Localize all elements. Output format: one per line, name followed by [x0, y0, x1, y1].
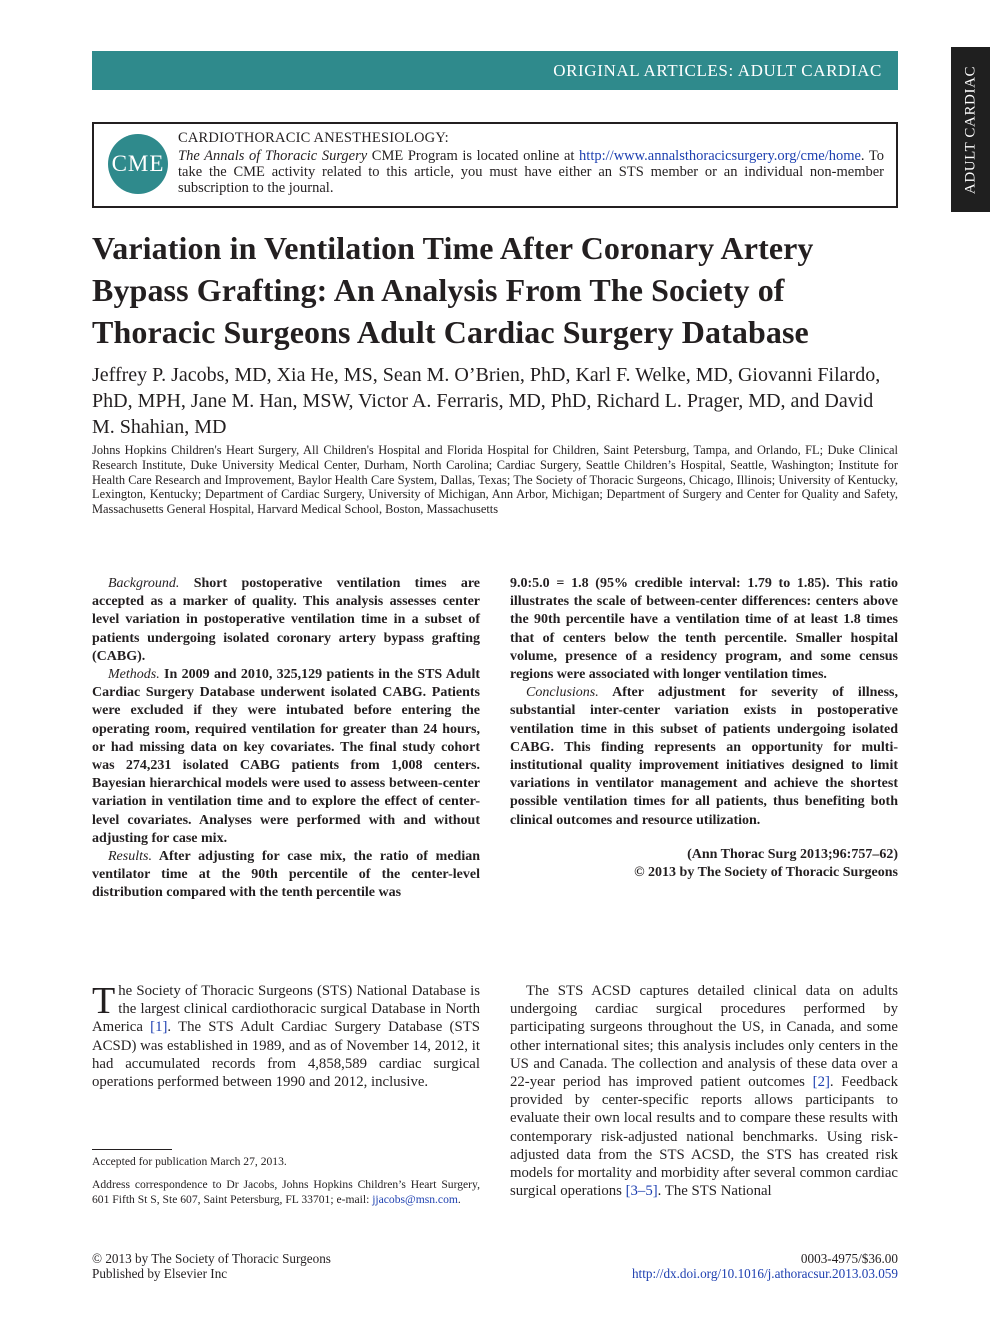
cme-text: [178, 130, 884, 196]
abstract-results: [92, 848, 480, 903]
side-section-tab: [951, 47, 990, 212]
body-p2-text-a: The STS ACSD captures detailed clinical data on adults undergoing cardiac surgical procedures performed by participating surgeons throughout the US, in Canada, and some other international sites; this analysis includes only centers in the US and Canada. The collection and analysis of these data over a 22-year period has improved patient outcomes: [510, 983, 898, 1091]
results-text-a: After adjusting for case mix, the ratio of median ventilator time at the 90th percentile of the center-level distribution compared with the tenth percentile was: [92, 849, 480, 901]
section-banner: [92, 51, 898, 90]
background-label: Background.: [108, 576, 180, 591]
body-paragraph-2: [510, 982, 898, 1200]
abstract-background: [92, 575, 480, 666]
citation-block: [510, 846, 898, 882]
body-p1-text-b: . The STS Adult Cardiac Surgery Database (STS ACSD) was established in 1989, and as of November 14, 2012, it had accumulated records from 4,858,589 cardiac surgical operations performed between 1990 and 2012, inclusive.: [92, 1019, 480, 1091]
doi-link[interactable]: http://dx.doi.org/10.1016/j.athoracsur.2013.03.059: [631, 1266, 898, 1281]
footnote-divider: [92, 1149, 172, 1150]
address-text: Address correspondence to Dr Jacobs, Johns Hopkins Children’s Heart Surgery, 601 Fifth St S, Ste 607, Saint Petersburg, FL 33701; e-mail:: [92, 1177, 480, 1206]
cme-journal-name: The Annals of Thoracic Surgery: [178, 148, 368, 164]
article-title: Variation in Ventilation Time After Coronary Artery Bypass Grafting: An Analysis From The Society of Thoracic Surgeons Adult Cardiac Surgery Database: [92, 230, 814, 350]
abstract-conclusions: [510, 684, 898, 830]
cme-logo: CME: [108, 134, 168, 194]
footer-copyright: © 2013 by The Society of Thoracic Surgeons: [92, 1251, 331, 1266]
abstract-column-left: [92, 575, 480, 903]
cme-text-part1: CME Program is located online at: [367, 148, 580, 164]
article-affiliations: Johns Hopkins Children's Heart Surgery, All Children's Hospital and Florida Hospital for Children, Saint Petersburg, Tampa, and Orlando, FL; Duke Clinical Research Institute, Duke University Medical Center, Durham, North Carolina; Cardiac Surgery, Seattle Children’s Hospital, Seattle, Washington; Institute for Health Care Research and Improvement, Baylor Health Care System, Dallas, Texas; The Society of Thoracic Surgeons, Chicago, Illinois; University of Kentucky, Lexington, Kentucky; Department of Cardiac Surgery, University of Michigan, Ann Arbor, Michigan; Department of Surgery and Center for Quality and Safety, Massachusetts General Hospital, Harvard Medical School, Boston, Massachusetts: [92, 443, 898, 517]
abstract-column-right: [510, 575, 898, 882]
correspondence-address: [92, 1178, 480, 1208]
body-p2-text-c: . The STS National: [657, 1183, 772, 1200]
address-end: .: [457, 1192, 461, 1206]
abstract-copyright: © 2013 by The Society of Thoracic Surgeons: [634, 865, 898, 881]
cme-url-link[interactable]: http://www.annalsthoracicsurgery.org/cme/home: [579, 148, 861, 164]
body-column-right: [510, 982, 898, 1200]
journal-citation: (Ann Thorac Surg 2013;96:757–62): [687, 846, 898, 862]
body-p2-text-b: . Feedback provided by center-specific reports allows participants to evaluate their own local results and to compare these results with contemporary risk-adjusted national benchmarks. Using risk-adjusted data from the STS ACSD, the STS has created risk models for mortality and morbidity after several common cardiac surgical operations: [510, 1074, 899, 1200]
body-paragraph-1: [92, 982, 480, 1091]
abstract-results-continued: 9.0:5.0 = 1.8 (95% credible interval: 1.79 to 1.85). This ratio illustrates the scale of between-center differences: centers above the 90th percentile have a ventilation time of at least 1.8 times that of centers below the tenth percentile. Smaller hospital volume, presence of a residency program, and some census regions were associated with longer ventilation times.: [510, 576, 898, 683]
footer-right: [632, 1251, 898, 1281]
section-label: ORIGINAL ARTICLES: ADULT CARDIAC: [553, 61, 882, 80]
side-tab-label: ADULT CARDIAC: [962, 65, 978, 194]
article-authors: Jeffrey P. Jacobs, MD, Xia He, MS, Sean M. O’Brien, PhD, Karl F. Welke, MD, Giovanni Filardo, PhD, MPH, Jane M. Han, MSW, Victor A. Ferraris, MD, PhD, Richard L. Prager, MD, and David M. Shahian, MD: [92, 364, 881, 438]
conclusions-text: After adjustment for severity of illness, substantial inter-center variation exists in postoperative ventilation time in this subset of patients undergoing isolated CABG. This finding represents an opportunity for multi-institutional quality improvement initiatives designed to limit variations in ventilator management and achieve the shortest possible ventilation times for all patients, thus benefiting both clinical outcomes and resource utilization.: [510, 685, 898, 828]
cme-text-part2: . To take the CME activity related to this article, you must have either an STS member or an individual non-member subscription to the journal.: [178, 148, 884, 196]
results-label: Results.: [108, 849, 152, 865]
email-link[interactable]: jjacobs@msn.com: [372, 1192, 458, 1206]
drop-cap: T: [92, 980, 116, 1022]
cme-notice-box: [92, 122, 898, 208]
cme-body: [178, 148, 884, 196]
reference-link-2[interactable]: [2]: [812, 1074, 830, 1091]
cme-heading: CARDIOTHORACIC ANESTHESIOLOGY:: [178, 130, 449, 146]
conclusions-label: Conclusions.: [526, 685, 599, 701]
abstract-methods: [92, 666, 480, 848]
reference-link-1[interactable]: [1]: [150, 1019, 168, 1036]
footnotes: [92, 1155, 480, 1215]
reference-link-3-5[interactable]: [3–5]: [625, 1183, 658, 1200]
footer-issn: 0003-4975/$36.00: [800, 1251, 898, 1266]
body-p1-text-a: he Society of Thoracic Surgeons (STS) National Database is the largest clinical cardiothoracic surgical Database in North America: [92, 983, 480, 1036]
methods-text: In 2009 and 2010, 325,129 patients in the STS Adult Cardiac Surgery Database underwent isolated CABG. Patients were excluded if they were intubated before entering the operating room, required ventilation for greater than 24 hours, or had missing data on key covariates. The final study cohort was 274,231 isolated CABG patients from 1,008 centers. Bayesian hierarchical models were used to assess between-center variation in ventilation time and to explore the effect of center-level covariates. Analyses were performed with and without adjusting for case mix.: [92, 667, 480, 846]
background-text: Short postoperative ventilation times are accepted as a marker of quality. This analysis assesses center level variation in postoperative ventilation time in a subset of patients undergoing isolated coronary artery bypass grafting (CABG).: [92, 576, 480, 664]
methods-label: Methods.: [108, 667, 160, 683]
footer-left: [92, 1251, 331, 1281]
body-column-left: [92, 982, 480, 1091]
accepted-date: Accepted for publication March 27, 2013.: [92, 1155, 287, 1168]
footer-publisher: Published by Elsevier Inc: [92, 1266, 228, 1281]
